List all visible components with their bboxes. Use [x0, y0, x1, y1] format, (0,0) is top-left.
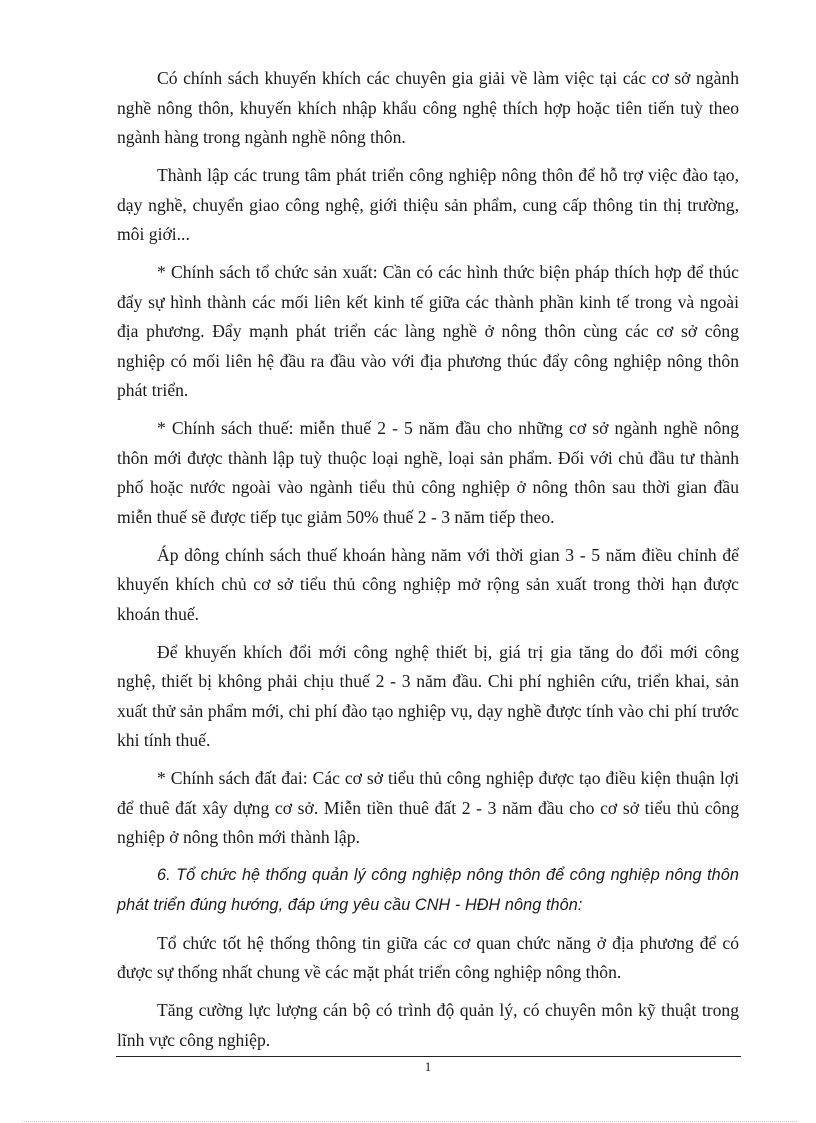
section-heading-management-system: 6. Tổ chức hệ thống quản lý công nghiệp nông thôn để công nghiệp nông thôn phát triển đúng hướng, đáp ứng yêu cầu CNH - HĐH nông thôn: [117, 866, 739, 914]
paragraph-technology-renewal: Để khuyến khích đổi mới công nghệ thiết bị, giá trị gia tăng do đổi mới công nghệ, thiết bị không phải chịu thuế 2 - 3 năm đầu. Chi phí nghiên cứu, triển khai, sản xuất thử sản phẩm mới, chi phí đào tạo nghiệp vụ, dạy nghề được tính vào chi phí trước khi tính thuế. [117, 641, 739, 750]
paragraph-development-centers: Thành lập các trung tâm phát triển công nghiệp nông thôn để hỗ trợ việc đào tạo, dạy nghề, chuyển giao công nghệ, giới thiệu sản phẩm, cung cấp thông tin thị trường, môi giới... [117, 165, 739, 244]
paragraph-experts-policy: Có chính sách khuyến khích các chuyên gia giải về làm việc tại các cơ sở ngành nghề nông thôn, khuyến khích nhập khẩu công nghệ thích hợp hoặc tiên tiến tuỳ theo ngành hàng trong ngành nghề nông thôn. [117, 68, 739, 147]
paragraph-tax-policy: * Chính sách thuế: miễn thuế 2 - 5 năm đầu cho những cơ sở ngành nghề nông thôn mới được thành lập tuỳ thuộc loại nghề, loại sản phẩm. Đối với chủ đầu tư thành phố hoặc nước ngoài vào ngành tiểu thủ công nghiệp ở nông thôn sau thời gian đầu miễn thuế sẽ được tiếp tục giảm 50% thuế 2 - 3 năm tiếp theo. [117, 418, 739, 527]
page-number: 1 [424, 1059, 432, 1074]
footer-divider [116, 1056, 741, 1057]
paragraph-land-policy: * Chính sách đất đai: Các cơ sở tiểu thủ công nghiệp được tạo điều kiện thuận lợi để thuê đất xây dựng cơ sở. Miễn tiền thuê đất 2 - 3 năm đầu cho cơ sở tiểu thủ công nghiệp ở nông thôn mới thành lập. [117, 768, 739, 847]
paragraph-staff-strengthening: Tăng cường lực lượng cán bộ có trình độ quản lý, có chuyên môn kỹ thuật trong lĩnh vực công nghiệp. [117, 1000, 739, 1050]
paragraph-information-system: Tổ chức tốt hệ thống thông tin giữa các cơ quan chức năng ở địa phương để có được sự thống nhất chung về các mặt phát triển công nghiệp nông thôn. [117, 932, 739, 982]
page-bottom-dotted-border [22, 1121, 797, 1122]
document-body [117, 64, 739, 1064]
paragraph-production-policy: * Chính sách tổ chức sản xuất: Cần có các hình thức biện pháp thích hợp để thúc đẩy sự hình thành các mối liên kết kinh tế giữa các thành phần kinh tế trong và ngoài địa phương. Đẩy mạnh phát triển các làng nghề ở nông thôn cùng các cơ sở công nghiệp có mối liên hệ đầu ra đầu vào với địa phương thúc đẩy công nghiệp nông thôn phát triển. [117, 262, 739, 400]
paragraph-lump-sum-tax: Áp dông chính sách thuế khoán hàng năm với thời gian 3 - 5 năm điều chỉnh để khuyến khích chủ cơ sở tiểu thủ công nghiệp mở rộng sản xuất trong thời hạn được khoán thuế. [117, 544, 739, 624]
